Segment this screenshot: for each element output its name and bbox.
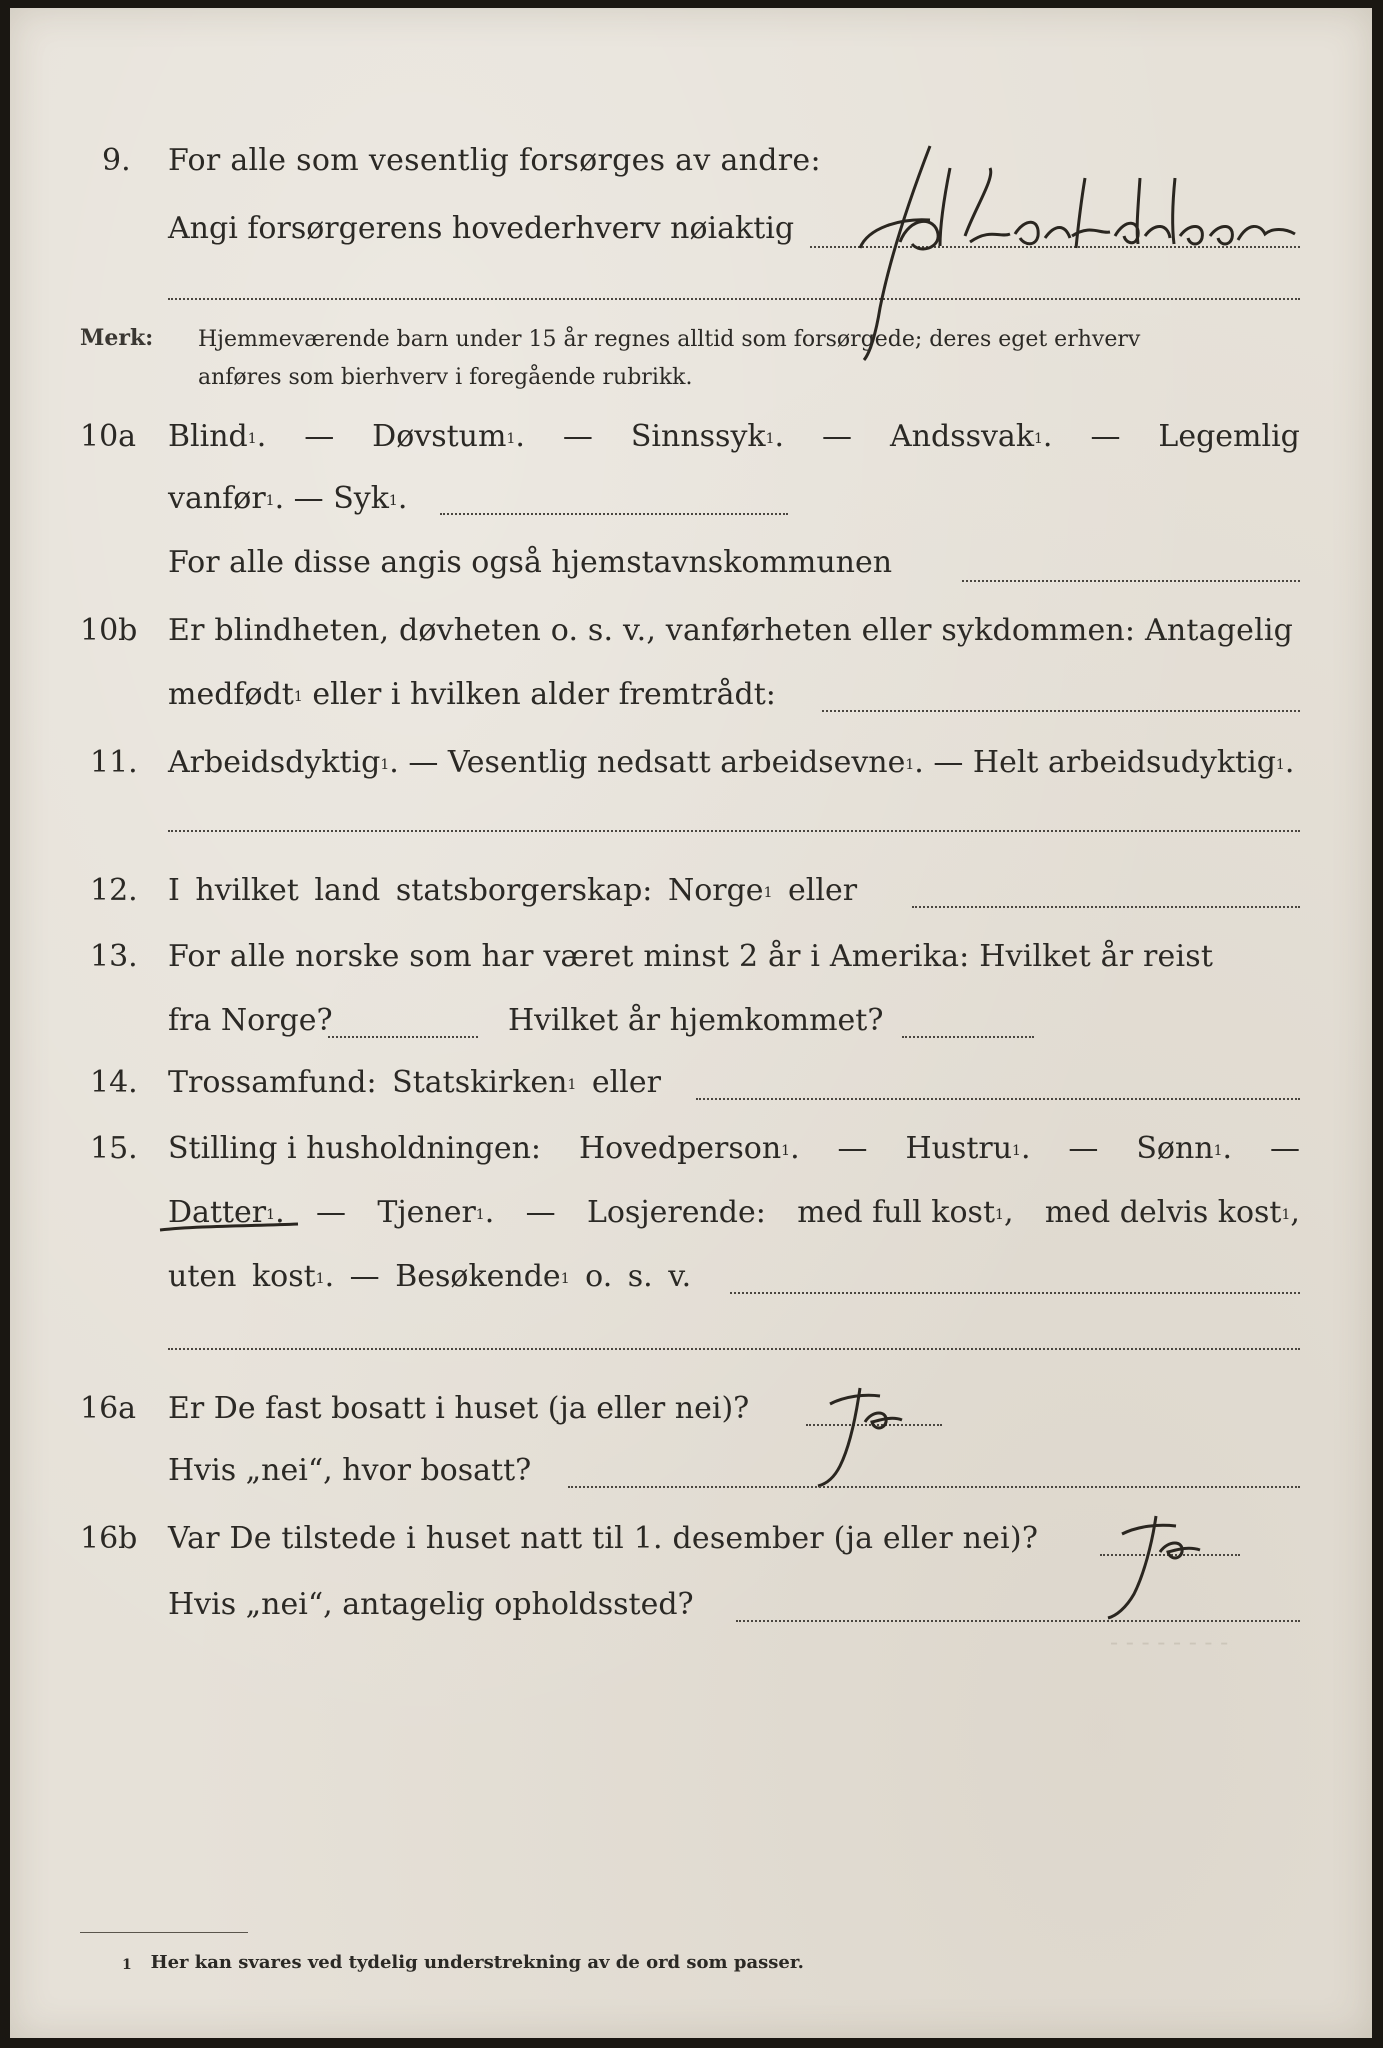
q10a-opt-dovstum: Døvstum bbox=[372, 419, 507, 454]
merk-line1: Hjemmeværende barn under 15 år regnes alltid som forsørgede; deres eget erhverv bbox=[198, 327, 1141, 352]
q15-opt-hovedperson: Hovedperson bbox=[578, 1131, 782, 1166]
q13-reist-line bbox=[328, 1036, 478, 1038]
q10b-line2: medfødt$^1$ eller i hvilken alder fremtrådt: bbox=[168, 677, 776, 712]
q10a-line3: For alle disse angis også hjemstavnskommunen bbox=[168, 545, 893, 580]
q15-datter-underline bbox=[158, 1212, 308, 1242]
bleed-through-marks: - - - - - - - - bbox=[1110, 1628, 1229, 1656]
q16a-line2: Hvis „nei“, hvor bosatt? bbox=[168, 1453, 532, 1488]
q16a-number: 16a bbox=[80, 1391, 137, 1426]
q11-opt-udyktig: Helt arbeidsudyktig bbox=[972, 745, 1276, 780]
q10a-opt-andssvak: Andssvak bbox=[890, 419, 1034, 454]
q10a-opt-legemlig: Legemlig bbox=[1158, 419, 1300, 454]
q15-opt-hustru: Hustru bbox=[905, 1131, 1013, 1166]
q10a-kommune-line bbox=[962, 580, 1300, 582]
q14-answer-line bbox=[696, 1098, 1300, 1100]
q12-opt-norge: Norge bbox=[667, 873, 764, 908]
q11-opt-arbeidsdyktig: Arbeidsdyktig bbox=[168, 745, 381, 780]
q16b-handwritten-answer bbox=[1096, 1514, 1226, 1624]
q16a-handwritten-answer bbox=[810, 1386, 930, 1496]
q10b-line1: Er blindheten, døvheten o. s. v., vanførheten eller sykdommen: Antagelig bbox=[168, 613, 1294, 648]
q12-number: 12. bbox=[90, 873, 138, 908]
q15-extra-line bbox=[168, 1348, 1300, 1350]
q15-line2: Datter$^1$. — Tjener$^1$. — Losjerende: med full kost$^1$, med delvis kost$^1$, bbox=[168, 1195, 1300, 1230]
q10a-opt-sinnssyk: Sinnssyk bbox=[630, 419, 766, 454]
q13-number: 13. bbox=[90, 939, 138, 974]
footnote-rule bbox=[80, 1932, 248, 1933]
q10a-line1: Blind$^1$. — Døvstum$^1$. — Sinnssyk$^1$. — Andssvak$^1$. — Legemlig bbox=[168, 419, 1300, 454]
q16b-line2: Hvis „nei“, antagelig opholdssted? bbox=[168, 1587, 694, 1622]
q10b-opt-medfodt: medfødt bbox=[168, 677, 294, 712]
q11-answer-line bbox=[168, 830, 1300, 832]
q15-opt-sonn: Sønn bbox=[1136, 1131, 1214, 1166]
q15-opt-besokende: Besøkende bbox=[395, 1259, 561, 1294]
q15-opt-full-kost: med full kost bbox=[797, 1195, 996, 1230]
merk-label: Merk: bbox=[80, 325, 154, 351]
q16b-number: 16b bbox=[80, 1521, 138, 1556]
q10a-opt-blind: Blind bbox=[168, 419, 248, 454]
q16a-bosatt-line bbox=[568, 1486, 1300, 1488]
q9-line2: Angi forsørgerens hovederhverv nøiaktig bbox=[168, 211, 795, 246]
q11-opt-nedsatt: Vesentlig nedsatt arbeidsevne bbox=[447, 745, 906, 780]
q12-line1: I hvilket land statsborgerskap: Norge$^1$ eller bbox=[168, 873, 858, 908]
q12-answer-line bbox=[912, 906, 1300, 908]
q14-number: 14. bbox=[90, 1065, 138, 1100]
q11-line1: Arbeidsdyktig$^1$. — Vesentlig nedsatt arbeidsevne$^1$. — Helt arbeidsudyktig$^1$. bbox=[168, 745, 1295, 780]
census-form-page bbox=[10, 8, 1372, 2038]
q15-opt-datter: Datter bbox=[168, 1195, 267, 1230]
q16b-line1: Var De tilstede i huset natt til 1. desember (ja eller nei)? bbox=[168, 1521, 1039, 1556]
q10a-syk-line bbox=[440, 513, 788, 515]
q10a-opt-syk: Syk bbox=[333, 481, 389, 516]
q16b-opholdssted-line bbox=[736, 1620, 1300, 1622]
q16a-line1: Er De fast bosatt i huset (ja eller nei)? bbox=[168, 1391, 750, 1426]
q10a-opt-vanfor: vanfør bbox=[168, 481, 266, 516]
q10b-number: 10b bbox=[80, 613, 138, 648]
footnote-text: Her kan svares ved tydelig understrekning av de ord som passer. bbox=[150, 1952, 804, 1973]
q13-line1: For alle norske som har været minst 2 år i Amerika: Hvilket år reist bbox=[168, 939, 1214, 974]
q14-opt-statskirken: Statskirken bbox=[392, 1065, 568, 1100]
q15-line1: Stilling i husholdningen: Hovedperson$^1$. — Hustru$^1$. — Sønn$^1$. — bbox=[168, 1131, 1300, 1166]
q14-line1: Trossamfund: Statskirken$^1$ eller bbox=[168, 1065, 661, 1100]
q15-opt-tjener: Tjener bbox=[377, 1195, 476, 1230]
q10a-line2: vanfør$^1$. — Syk$^1$. bbox=[168, 481, 408, 516]
q15-opt-losjerende: Losjerende: bbox=[586, 1195, 766, 1230]
q15-number: 15. bbox=[90, 1131, 138, 1166]
q15-opt-delvis-kost: med delvis kost bbox=[1044, 1195, 1282, 1230]
q15-line3: uten kost$^1$. — Besøkende$^1$ o. s. v. bbox=[168, 1259, 692, 1294]
q15-answer-line bbox=[730, 1292, 1300, 1294]
q11-number: 11. bbox=[90, 745, 138, 780]
q13-hjemkommet-line bbox=[902, 1036, 1034, 1038]
q15-opt-uten-kost: uten kost bbox=[168, 1259, 316, 1294]
q10a-number: 10a bbox=[80, 419, 137, 454]
footnote-mark: 1 bbox=[122, 1957, 132, 1973]
q13-line2a: fra Norge? bbox=[168, 1003, 333, 1038]
footnote bbox=[122, 1952, 804, 1974]
q10b-alder-line bbox=[822, 710, 1300, 712]
q13-line2b: Hvilket år hjemkommet? bbox=[508, 1003, 884, 1038]
q9-number: 9. bbox=[102, 143, 131, 178]
merk-line2: anføres som bierhverv i foregående rubrikk. bbox=[198, 365, 693, 390]
q9-line1: For alle som vesentlig forsørges av andre: bbox=[168, 143, 821, 178]
